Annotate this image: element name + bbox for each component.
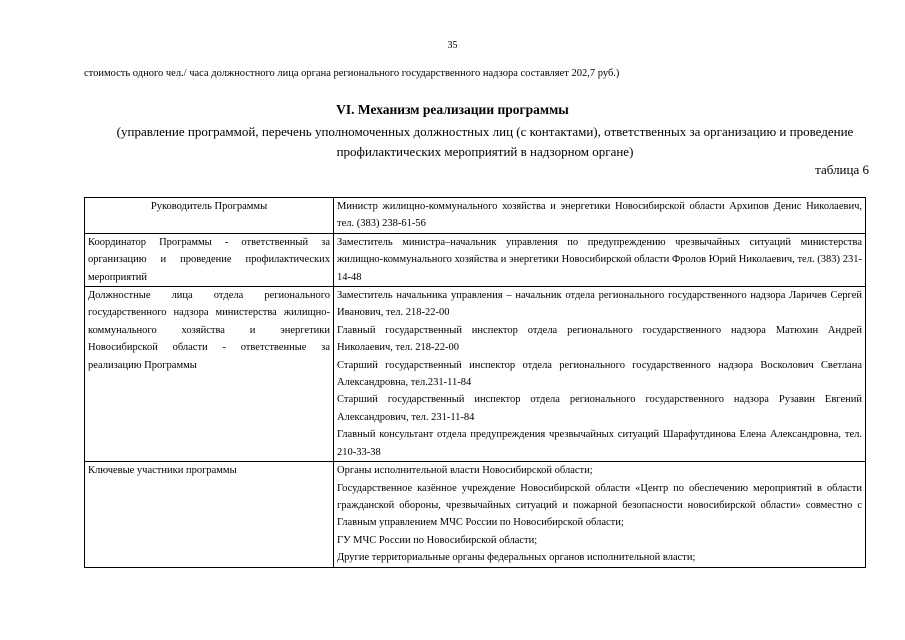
contact-cell — [334, 198, 866, 234]
section-heading: VI. Механизм реализации программы — [336, 102, 569, 117]
contact-cell — [334, 462, 866, 567]
role-cell: Ключевые участники программы — [85, 462, 334, 567]
role-cell: Должностные лица отдела регионального государственного надзора министерства жилищно-коммунального хозяйства и энергетики Новосибирской области - ответственные за реализацию Программы — [85, 287, 334, 462]
role-cell: Координатор Программы - ответственный за организацию и проведение профилактических мероприятий — [85, 233, 334, 286]
intro-text: стоимость одного чел./ часа должностного лица органа регионального государственного надзора составляет 202,7 руб.) — [84, 68, 620, 79]
table-row — [85, 198, 866, 234]
contact-entry: Другие территориальные органы федеральных органов исполнительной власти; — [337, 552, 696, 564]
contact-entry: Старший государственный инспектор отдела регионального государственного надзора Рузавин Евгений Александрович, тел. 231-11-84 — [337, 394, 862, 423]
contact-entry: Заместитель министра–начальник управления по предупреждению чрезвычайных ситуаций министерства жилищно-коммунального хозяйства и энергетики Новосибирской области Фролов Юрий Николаевич, тел. (383) 231-14-48 — [337, 236, 862, 283]
contact-entry: Органы исполнительной власти Новосибирской области; — [337, 465, 593, 477]
table-row — [85, 287, 866, 462]
page-number: 35 — [447, 40, 458, 51]
contact-entry: Заместитель начальника управления – начальник отдела регионального государственного надзора Ларичев Сергей Иванович, тел. 218-22-00 — [337, 290, 862, 319]
contact-entry: ГУ МЧС России по Новосибирской области; — [337, 534, 538, 546]
contact-entry: Государственное казённое учреждение Новосибирской области «Центр по обеспечению мероприятий в области гражданской обороны, чрезвычайных ситуаций и пожарной безопасности новосибирской области» совместно с Главным управлением МЧС России по Новосибирской области; — [337, 482, 862, 529]
role-cell: Руководитель Программы — [85, 198, 334, 234]
responsibility-table — [84, 197, 866, 568]
contact-entry: Главный консультант отдела предупреждения чрезвычайных ситуаций Шарафутдинова Елена Александровна, тел. 210-33-38 — [337, 429, 862, 458]
contact-entry: Министр жилищно-коммунального хозяйства и энергетики Новосибирской области Архипов Денис Николаевич, тел. (383) 238-61-56 — [337, 201, 862, 230]
section-subheading: (управление программой, перечень уполномоченных должностных лиц (с контактами), ответственных за организацию и проведение профилактических мероприятий в надзорном органе) — [116, 124, 854, 159]
contact-entry: Старший государственный инспектор отдела регионального государственного надзора Восколович Светлана Александровна, тел.231-11-84 — [337, 359, 862, 389]
table-row — [85, 462, 866, 567]
contact-cell — [334, 287, 866, 462]
contact-entry: Главный государственный инспектор отдела регионального государственного надзора Матюхин Андрей Николаевич, тел. 218-22-00 — [337, 324, 862, 354]
contact-cell — [334, 233, 866, 286]
table-row — [85, 233, 866, 286]
table-label: таблица 6 — [815, 162, 869, 177]
